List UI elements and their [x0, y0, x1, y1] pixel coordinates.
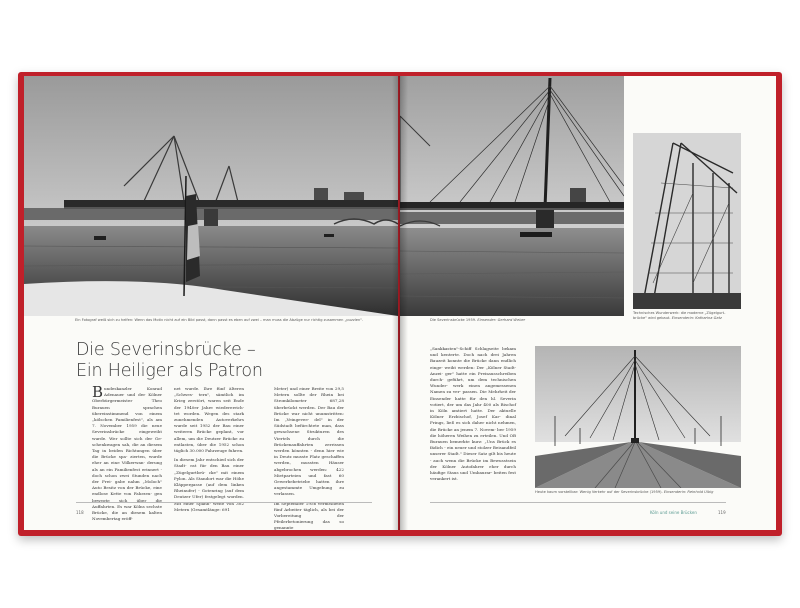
- spread-caption-credit: Einsender: Gerhard Weber: [477, 318, 526, 322]
- left-photo-caption: Ein Fotograf weiß sich zu helfen: Wenn das Motiv nicht auf ein Bild passt, dann passt es eben auf zwei – man muss die Abzüge nur richtig zusammen „puzzlen".: [75, 318, 364, 322]
- text-column-2: [174, 386, 244, 516]
- bridge-deck-photo: [535, 346, 741, 488]
- page-number-left: 118: [76, 510, 84, 515]
- bridge-caption-credit: Einsenderin: Reinhold Ulbig: [663, 490, 714, 494]
- spread-caption-text: Die Severinsbrücke 1959.: [430, 318, 477, 322]
- column-1-text: undeskanzler Konrad Adenauer und der Kölner Oberbürgermeister Theo Burauen sprachen übereinstimmend von einem „kölschen Familienfest", als am 7. November 1959 die neue Severinsbrücke eingeweiht wurde. Wer sollte sich der Ge- schenkwagen sah, die an diesem Tag in beiden Richtungen über die Brücke spa- zierten, wurde eher an eine Völkerwan- derung als an ein Familienfest erinnert - doch schon zwei Stunden nach der Frei- gabe nahm „Moloch" Auto Besitz von der Brücke, eine endlose Kette von Fahrzeu- gen bewegte sich über die Auffahrten. Es war Kölns sechste Brücke, die an diesem kalten Novembertag eröff-: [92, 386, 162, 522]
- spread-photo-left: [24, 76, 398, 316]
- title-line-2: Ein Heiliger als Patron: [76, 361, 263, 381]
- title-line-1: Die Severinsbrücke –: [76, 340, 256, 360]
- spread-photo-right: [400, 76, 624, 316]
- bridge-caption-text: Heute kaum vorstellbar: Wenig Verkehr auf der Severinsbrücke (1959).: [535, 490, 663, 494]
- side-photo-caption-line1: Technisches Wunderwerk: die moderne „Zügelgurt-: [633, 311, 726, 315]
- side-photo-credit: Einsenderin: Katharina Gatz: [671, 316, 722, 320]
- column-3-paragraph-1: Meter) und einer Breite von 29,5 Metern sollte der Rhein bei Stromkilometer 687,28 überbrückt werden. Der Bau der Brücke war nicht unumstritten: Im „Veingevee- del" in der Südstadt befürchtete man, dass gewachsene Strukturen des Viertels durch die Brückenauffahrten zerrissen werden könnten - denn hier wie in Deutz musste Platz geschaffen werden, mussten Häuser abgebrochen werden: 422 Mietparteien und fast 60 Gewerbebetriebe hatten ihre angestammte Umgebung zu verlassen.: [274, 386, 344, 497]
- column-2-paragraph-2: In diesem Jahr entschied sich der Stadt- rat für den Bau einer „Zügelgurtbrü- cke" mit einem Pylon. Als Standort war die Höhe Kläppergasse (auf dem linken Rheinufer) - Gotenring (auf dem Deutzer Ufer) festgelegt worden. Mit einer Spann- weite von 302 Metern (Gesamtlänge: 691: [174, 457, 244, 512]
- text-column-4: [430, 346, 516, 482]
- footer-rule-left: [76, 502, 372, 503]
- column-4-text: „Sankkasten"-Schiff Schlagseite bekam und kenterte. Doch nach drei Jahren Bauzeit konnte die Brücke dann endlich einge- weiht werden: Der „Kölner Stadt-Anzei- ger" hatte ein Preisausschreiben durch- geführt, um dem technischen Wunder- werk einen angemessenen Namen zu ver- passen. Die Mehrheit der Einsender hatte für den hl. Severin votiert, der um das Jahr 400 als Bischof in Köln amtiert hatte. Der aktuelle Kölner Erzbischof, Josef Kar- dinal Frings, ließ es sich daher nicht nehmen, die Brücke an jenem 7. Novem- ber 1959 die höheren Weihen zu erteilen. Und OB Burauen bemerkte kurz: „Uns Brück es fädich - ein neuer und stolzer Beisandfeil unserer Stadt." Dieser Satz gilt bis heute - auch wenn die Brücke im Bewusstsein der Kölner Autofahrer eher durch häufige Staus und Umbaurar- beiten fest verankert ist.: [430, 346, 516, 482]
- article-title: [76, 340, 263, 382]
- running-head: Köln und seine Brücken: [650, 510, 697, 515]
- page-number-right: 119: [718, 510, 726, 515]
- side-photo-pylon-construction: [633, 133, 741, 309]
- footer-rule-right: [430, 502, 726, 503]
- column-2-paragraph-1: net wurde. Ihre fünf älteren „Schwes- tern", sämtlich im Krieg zerstört, waren seit Ende der 1940er Jahre wiedererrich- tet worden. Wegen des stark zunehmenden Autoverkehrs wurde seit 1952 der Bau einer weiteren Brücke geplant, vor allem, um die Deutzer Brücke zu entlasten, über die 1952 schon täglich 30.000 Fahrzeuge fuhren.: [174, 386, 244, 454]
- side-photo-caption: [633, 311, 725, 321]
- drop-cap: B: [92, 383, 104, 401]
- text-column-3: [274, 386, 344, 535]
- side-photo-caption-line2: brücke" wird gebaut.: [633, 316, 671, 320]
- column-3-paragraph-2: Im September 1956 vermeldeten fünf Arbeiter täglich, als bei der Vorbereitung der Pfeilerbetonierung das so genannte: [274, 500, 344, 531]
- book-gutter: [392, 76, 408, 530]
- bridge-photo-caption: [535, 490, 713, 495]
- spread-photo-caption: [430, 318, 525, 323]
